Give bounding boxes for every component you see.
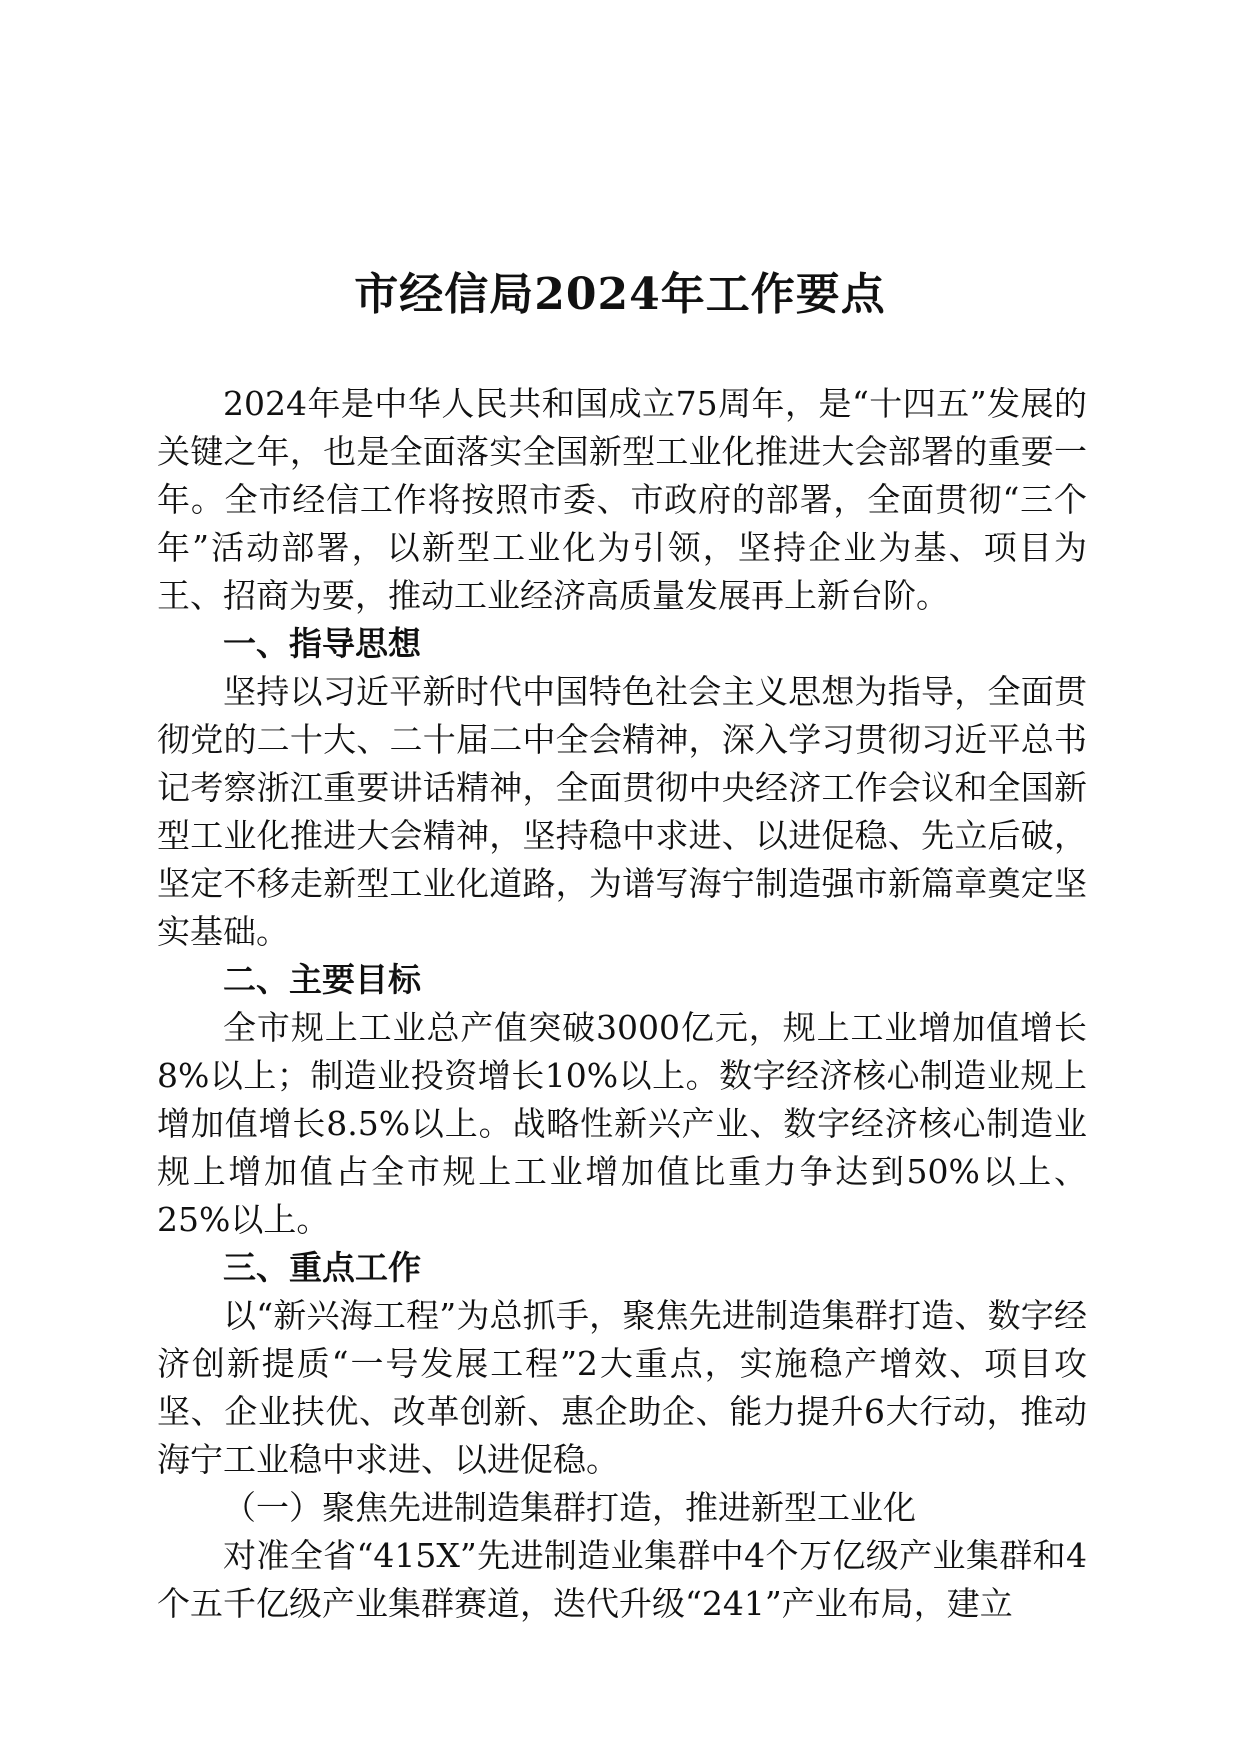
subsection-paragraph: 对准全省“415X”先进制造业集群中4个万亿级产业集群和4个五千亿级产业集群赛道，迭代升级“241”产业布局，建立 (157, 1536, 1087, 1623)
subsection-heading: （一）聚焦先进制造集群打造，推进新型工业化 (223, 1488, 916, 1527)
section-heading-key-work: 三、重点工作 (223, 1248, 421, 1287)
section-paragraph-main-goals: 全市规上工业总产值突破3000亿元，规上工业增加值增长8%以上；制造业投资增长10%以上。数字经济核心制造业规上增加值增长8.5%以上。战略性新兴产业、数字经济核心制造业规上增加值占全市规上工业增加值比重力争达到50%以上、25%以上。 (157, 1008, 1087, 1239)
intro-paragraph: 2024年是中华人民共和国成立75周年，是“十四五”发展的关键之年，也是全面落实全国新型工业化推进大会部署的重要一年。全市经信工作将按照市委、市政府的部署，全面贯彻“三个年”活动部署，以新型工业化为引领，坚持企业为基、项目为王、招商为要，推动工业经济高质量发展再上新台阶。 (157, 384, 1087, 615)
document-title: 市经信局2024年工作要点 (354, 269, 886, 320)
section-paragraph-guiding-ideology: 坚持以习近平新时代中国特色社会主义思想为指导，全面贯彻党的二十大、二十届二中全会精神，深入学习贯彻习近平总书记考察浙江重要讲话精神，全面贯彻中央经济工作会议和全国新型工业化推进大会精神，坚持稳中求进、以进促稳、先立后破，坚定不移走新型工业化道路，为谱写海宁制造强市新篇章奠定坚实基础。 (157, 672, 1087, 951)
section-heading-guiding-ideology: 一、指导思想 (223, 624, 421, 663)
section-heading-main-goals: 二、主要目标 (223, 960, 421, 999)
section-paragraph-key-work: 以“新兴海工程”为总抓手，聚焦先进制造集群打造、数字经济创新提质“一号发展工程”2大重点，实施稳产增效、项目攻坚、企业扶优、改革创新、惠企助企、能力提升6大行动，推动海宁工业稳中求进、以进促稳。 (157, 1296, 1087, 1479)
document-body (157, 380, 1087, 1628)
